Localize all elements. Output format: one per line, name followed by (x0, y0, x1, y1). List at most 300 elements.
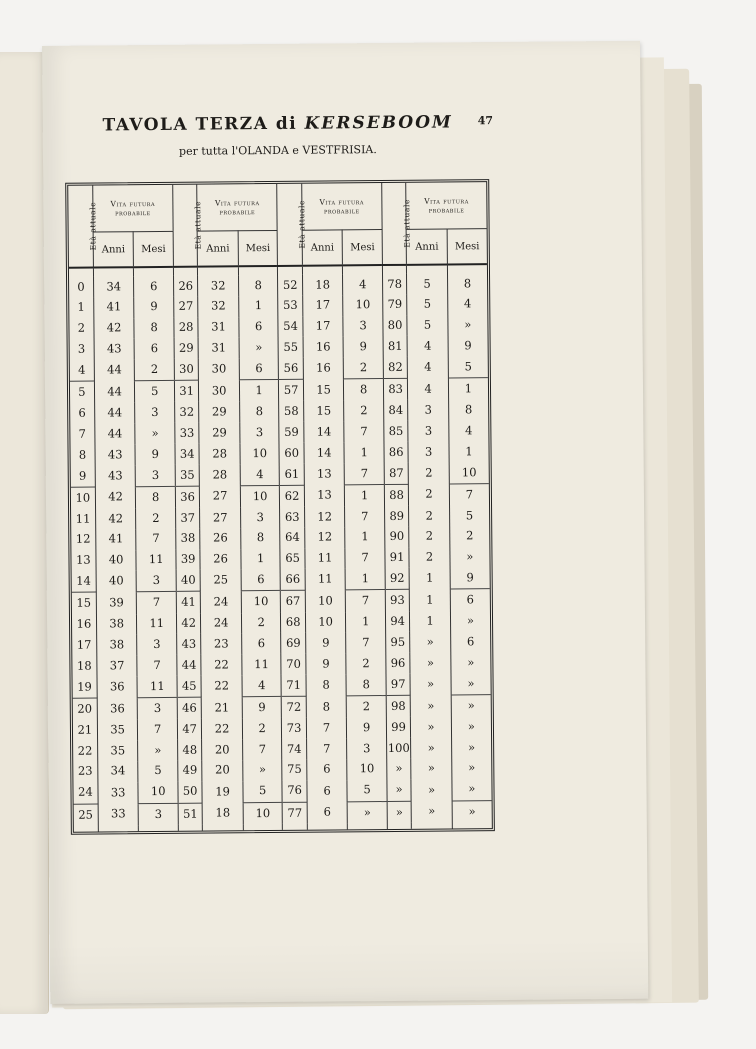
anni-cell: 43 (95, 465, 136, 487)
age-column-header (277, 184, 308, 266)
anni-cell: 5 (407, 294, 448, 315)
mesi-cell: » (468, 760, 476, 775)
anni-cell: 17 (302, 295, 343, 316)
mesi-cell: 5 (243, 780, 283, 802)
anni-cell: 43 (94, 339, 135, 360)
age-cell: 77 (283, 802, 308, 824)
age-cell: 72 (282, 696, 307, 718)
mesi-cell: 6 (150, 340, 159, 355)
mesi-cell: 3 (151, 404, 159, 420)
group-header-line1: Vita futura (319, 196, 365, 207)
anni-cell: 4 (408, 378, 449, 400)
life-expectancy-header (93, 185, 174, 232)
anni-cell: » (411, 779, 452, 801)
age-cell: 96 (386, 653, 411, 674)
anni-cell: 41 (94, 297, 135, 318)
group-header-line1: Vita futura (424, 195, 469, 206)
age-cell: 22 (73, 741, 98, 762)
age-cell: 25 (74, 804, 99, 826)
age-cell: 74 (282, 739, 307, 760)
mesi-cell: 1 (254, 298, 263, 313)
anni-cell: 10 (305, 612, 346, 633)
mesi-cell: 10 (138, 781, 178, 803)
age-cell: 65 (280, 548, 305, 569)
mesi-cell: 3 (363, 740, 371, 755)
anni-cell: 2 (409, 547, 450, 568)
mesi-cell: 10 (359, 761, 375, 776)
age-cell: 87 (384, 462, 409, 484)
anni-cell: 43 (95, 444, 136, 465)
anni-cell: 22 (201, 654, 242, 675)
mesi-cell: 2 (152, 510, 160, 525)
age-cell: 44 (177, 655, 202, 676)
age-cell: 11 (71, 509, 96, 530)
anni-cell: 38 (96, 635, 137, 656)
mesi-cell: 8 (463, 275, 472, 290)
age-cell: 70 (281, 654, 306, 675)
age-cell: 93 (385, 590, 410, 612)
age-cell: 33 (175, 423, 200, 444)
age-cell: 6 (70, 403, 95, 424)
anni-cell: 11 (305, 569, 346, 591)
mesi-cell: 7 (345, 463, 385, 485)
mesi-cell: 1 (256, 551, 265, 566)
anni-cell: 14 (304, 442, 345, 463)
mesi-cell: 7 (258, 741, 267, 756)
mesi-cell: » (467, 719, 475, 734)
page-subtitle: per tutta l'OLANDA e VESTFRISIA. (178, 143, 377, 158)
anni-cell: 2 (408, 462, 449, 484)
anni-cell: 12 (304, 506, 345, 527)
anni-cell: 22 (202, 718, 243, 739)
mesi-cell: » (363, 804, 371, 819)
age-cell: 4 (70, 360, 95, 382)
mesi-cell: 7 (152, 531, 160, 546)
anni-cell: » (410, 632, 451, 653)
age-cell: 66 (281, 569, 306, 591)
age-cell: 1 (69, 297, 94, 318)
mesi-cell: 8 (464, 402, 473, 417)
anni-cell: » (411, 801, 452, 823)
mesi-cell: » (468, 803, 476, 818)
mesi-cell: 7 (361, 550, 369, 565)
age-cell: 64 (280, 527, 305, 548)
mesi-cell: 2 (362, 699, 371, 714)
anni-cell: 44 (94, 403, 135, 424)
age-cell: 92 (385, 568, 410, 590)
anni-cell: 18 (302, 274, 343, 295)
anni-column-header: Anni (93, 232, 134, 268)
age-header-label: Età attuale (88, 201, 98, 251)
mesi-cell: 4 (465, 423, 473, 438)
age-cell: 24 (73, 782, 98, 804)
anni-cell: 1 (409, 568, 450, 590)
age-cell: 14 (72, 571, 97, 593)
mesi-cell: » (467, 698, 475, 713)
age-cell: 28 (174, 317, 199, 338)
mesi-cell: 6 (257, 636, 266, 651)
mesi-cell: 4 (359, 276, 367, 291)
group-header-line1: Vita futura (214, 197, 260, 208)
age-header-label: Età attuale (297, 199, 308, 249)
age-cell: 76 (282, 780, 307, 802)
mesi-cell: 11 (137, 676, 177, 698)
age-cell: 57 (279, 379, 304, 401)
anni-cell: 35 (97, 740, 138, 761)
age-cell: 49 (178, 760, 203, 781)
mesi-cell: 6 (150, 278, 158, 293)
age-cell: 40 (176, 570, 201, 592)
anni-cell: 8 (306, 674, 347, 696)
mesi-cell: 3 (154, 806, 163, 821)
mesi-cell: 9 (359, 339, 368, 354)
mesi-cell: 9 (150, 299, 158, 314)
anni-cell: 36 (97, 698, 138, 720)
anni-cell: 8 (306, 696, 347, 718)
age-cell: 95 (386, 632, 411, 653)
mesi-cell: » (464, 317, 472, 332)
mesi-cell: 3 (136, 465, 176, 487)
mesi-cell: 2 (257, 615, 265, 630)
age-cell: 32 (175, 402, 200, 423)
age-header-label: Età attuale (193, 200, 203, 250)
anni-cell: 26 (200, 549, 241, 570)
mesi-cell: 5 (465, 507, 474, 522)
mesi-cell: 3 (255, 424, 264, 439)
mesi-cell: » (466, 613, 475, 628)
life-table-frame (65, 179, 495, 835)
anni-cell: 12 (305, 527, 346, 548)
anni-cell: 1 (410, 611, 451, 632)
anni-cell: 37 (97, 655, 138, 676)
age-cell: 37 (176, 508, 201, 529)
mesi-cell: 6 (239, 358, 279, 380)
anni-cell: 28 (199, 443, 240, 464)
anni-cell: 44 (94, 381, 135, 403)
anni-cell: 42 (94, 318, 135, 339)
anni-cell: 41 (96, 529, 137, 550)
age-cell: 84 (384, 400, 409, 421)
mesi-cell: » (154, 742, 162, 757)
group-header-line2: probabile (115, 208, 151, 218)
mesi-cell: 1 (360, 444, 368, 459)
mesi-cell: 1 (255, 383, 263, 398)
anni-cell: 3 (408, 441, 449, 462)
age-cell: 36 (175, 486, 200, 508)
mesi-column-header: Mesi (134, 231, 174, 267)
mesi-cell: 3 (153, 700, 162, 715)
page-title (43, 112, 513, 136)
age-cell: 47 (177, 719, 202, 740)
anni-cell: 2 (409, 484, 450, 506)
anni-cell: » (410, 695, 451, 717)
anni-column-header: Anni (406, 229, 447, 265)
anni-cell: 19 (202, 781, 243, 803)
age-cell: 42 (176, 613, 201, 634)
mesi-cell: 2 (258, 720, 266, 735)
age-cell: 98 (386, 695, 411, 717)
age-cell: 8 (70, 444, 95, 465)
mesi-cell: 9 (258, 699, 266, 715)
mesi-cell: 9 (362, 719, 371, 735)
age-cell: 61 (280, 463, 305, 485)
age-cell: 63 (280, 507, 305, 528)
anni-cell: 11 (305, 548, 346, 569)
life-expectancy-header (406, 182, 487, 229)
mesi-cell: 7 (360, 423, 368, 439)
anni-cell: 29 (199, 422, 240, 443)
anni-cell: 40 (96, 570, 137, 592)
mesi-cell: 7 (465, 486, 474, 501)
age-cell: 3 (70, 339, 95, 360)
anni-cell: 14 (304, 422, 345, 443)
age-column-header (173, 185, 203, 267)
mesi-cell: 1 (361, 529, 369, 544)
anni-cell: 32 (198, 275, 239, 296)
mesi-cell: 6 (466, 634, 475, 649)
anni-cell: 22 (201, 675, 242, 697)
mesi-column-header: Mesi (238, 230, 278, 266)
age-cell: 15 (72, 592, 97, 614)
age-cell: 12 (71, 529, 96, 550)
age-cell: 89 (384, 506, 409, 527)
anni-cell: 34 (98, 761, 139, 782)
anni-cell: 44 (94, 359, 135, 381)
age-cell: 2 (69, 318, 94, 339)
mesi-cell: 2 (360, 403, 368, 418)
anni-cell: 6 (307, 759, 348, 780)
anni-cell: 38 (96, 614, 137, 635)
age-cell: 20 (73, 698, 98, 720)
anni-cell: 24 (201, 613, 242, 634)
age-cell: 79 (383, 295, 408, 316)
mesi-cell: 9 (464, 338, 472, 353)
anni-cell: 15 (303, 379, 344, 401)
age-cell: 91 (385, 547, 410, 568)
anni-cell: 32 (198, 296, 239, 317)
mesi-cell: 7 (152, 595, 161, 610)
age-cell: 60 (279, 443, 304, 464)
mesi-cell: » (451, 673, 491, 695)
mesi-cell: 5 (150, 384, 159, 399)
mesi-cell: 10 (252, 445, 268, 460)
anni-cell: 5 (407, 315, 448, 336)
age-cell: 94 (385, 611, 410, 632)
age-cell: 99 (386, 717, 411, 738)
anni-cell: 44 (95, 423, 136, 444)
anni-cell: 6 (307, 802, 348, 824)
anni-cell: 25 (200, 570, 241, 592)
anni-cell: » (411, 758, 452, 779)
mesi-cell: 4 (463, 296, 472, 311)
age-cell: 97 (386, 674, 411, 696)
anni-cell: 9 (306, 653, 347, 674)
anni-cell: 27 (200, 507, 241, 528)
anni-cell: 20 (202, 760, 243, 781)
age-cell: 46 (177, 697, 202, 719)
mesi-cell: 10 (253, 594, 269, 609)
anni-cell: 24 (201, 591, 242, 613)
anni-cell: 13 (304, 463, 345, 485)
mesi-cell: 3 (359, 318, 367, 333)
age-cell: 62 (280, 485, 305, 507)
anni-cell: 16 (303, 337, 344, 358)
mesi-cell: 9 (151, 446, 159, 461)
age-cell: 78 (382, 274, 407, 295)
age-cell: 21 (73, 720, 98, 741)
anni-cell: 3 (408, 421, 449, 442)
mesi-cell: 10 (255, 805, 271, 820)
anni-cell: 16 (303, 357, 344, 379)
anni-cell: 18 (202, 802, 243, 824)
life-expectancy-header (302, 183, 383, 230)
mesi-cell: 3 (256, 509, 265, 524)
age-cell: 69 (281, 633, 306, 654)
age-cell: » (387, 779, 412, 801)
mesi-cell: 8 (151, 489, 160, 504)
mesi-cell: » (255, 340, 263, 355)
page-number: 47 (477, 114, 494, 128)
age-cell: 19 (73, 676, 98, 698)
age-cell: 10 (71, 487, 96, 509)
age-cell: 90 (385, 527, 410, 548)
mesi-cell: » (467, 739, 476, 754)
age-cell: 39 (176, 549, 201, 570)
page-shading (50, 939, 649, 1004)
mesi-cell: 10 (355, 297, 371, 312)
mesi-cell: 7 (153, 657, 161, 672)
anni-cell: 27 (200, 486, 241, 508)
anni-cell: 3 (408, 400, 449, 421)
group-header-line2: probabile (428, 205, 465, 215)
mesi-cell: 9 (450, 567, 490, 589)
age-cell: 41 (176, 592, 201, 614)
facing-page (0, 52, 49, 1014)
anni-cell: » (410, 673, 451, 695)
mesi-cell: 1 (345, 568, 385, 590)
anni-cell: 2 (409, 505, 450, 526)
age-cell: 75 (282, 759, 307, 780)
mesi-cell: » (452, 779, 492, 801)
mesi-cell: 1 (360, 487, 369, 502)
mesi-cell: 7 (153, 721, 162, 736)
title-prefix: TAVOLA TERZA di (102, 113, 298, 136)
age-cell: 52 (278, 275, 303, 296)
age-cell: 68 (281, 612, 306, 633)
anni-cell: 5 (407, 273, 448, 294)
mesi-cell: 2 (362, 655, 370, 670)
age-header-label: Età attuale (402, 198, 412, 248)
age-cell: 17 (72, 635, 97, 656)
mesi-cell: 1 (464, 381, 473, 396)
anni-cell: 33 (98, 803, 139, 825)
mesi-cell: 2 (135, 359, 175, 381)
mesi-cell: 8 (150, 320, 158, 335)
age-cell: 59 (279, 422, 304, 443)
age-cell: » (387, 801, 412, 823)
anni-cell: 29 (199, 402, 240, 423)
age-cell: » (387, 759, 412, 780)
age-cell: 26 (173, 276, 198, 297)
age-cell: 18 (72, 656, 97, 677)
age-cell: 23 (73, 761, 98, 782)
mesi-cell: 8 (359, 382, 368, 397)
book-page (42, 41, 648, 1004)
age-column-header (68, 186, 98, 268)
age-cell: 16 (72, 614, 97, 635)
mesi-column-header: Mesi (343, 230, 383, 266)
mesi-cell: 11 (148, 552, 164, 567)
mesi-cell: 4 (242, 675, 282, 697)
anni-cell: 15 (303, 401, 344, 422)
life-table (68, 182, 492, 832)
mesi-cell: 7 (362, 635, 370, 650)
age-cell: 31 (174, 380, 199, 402)
age-cell: 48 (178, 740, 203, 761)
age-cell: 0 (69, 277, 94, 298)
group-header-line2: probabile (219, 207, 256, 217)
anni-column-header: Anni (302, 230, 343, 266)
anni-cell: 7 (306, 738, 347, 759)
mesi-cell: 5 (347, 780, 387, 802)
anni-cell: 9 (305, 633, 346, 654)
anni-cell: 31 (198, 338, 239, 359)
age-cell: 88 (384, 484, 409, 506)
anni-cell: 30 (199, 358, 240, 380)
mesi-cell: 1 (361, 614, 370, 629)
anni-cell: 28 (199, 464, 240, 486)
anni-cell: » (411, 737, 452, 758)
mesi-cell: 5 (448, 356, 488, 378)
anni-cell: 31 (198, 317, 239, 338)
mesi-cell: 7 (361, 508, 369, 523)
anni-cell: 4 (408, 357, 449, 379)
age-cell: 27 (174, 296, 199, 317)
age-cell: 56 (279, 358, 304, 380)
age-cell: 58 (279, 401, 304, 422)
age-cell: 55 (279, 337, 304, 358)
age-cell: 5 (70, 381, 95, 403)
mesi-cell: 3 (137, 570, 177, 592)
age-cell: 100 (387, 738, 412, 759)
age-cell: 45 (177, 676, 202, 698)
mesi-cell: 5 (154, 763, 162, 778)
age-cell: 53 (278, 296, 303, 317)
anni-cell: 20 (202, 739, 243, 760)
anni-cell: 34 (93, 276, 134, 297)
anni-cell: 39 (96, 592, 137, 614)
age-cell: 82 (383, 357, 408, 379)
age-cell: 80 (383, 315, 408, 336)
mesi-cell: 8 (255, 404, 264, 419)
anni-cell: 10 (305, 590, 346, 612)
age-cell: 54 (278, 316, 303, 337)
anni-cell: 2 (409, 526, 450, 547)
mesi-cell: 2 (465, 528, 474, 543)
mesi-cell: 8 (256, 530, 265, 545)
anni-cell: » (410, 653, 451, 674)
anni-cell: 42 (95, 508, 136, 529)
age-cell: 13 (71, 550, 96, 571)
anni-cell: 4 (407, 336, 448, 357)
mesi-cell: 11 (149, 616, 165, 631)
anni-cell: » (411, 717, 452, 738)
mesi-cell: » (466, 549, 474, 564)
mesi-cell: » (258, 762, 267, 777)
age-cell: 50 (178, 781, 203, 803)
age-cell: 9 (71, 465, 96, 487)
mesi-cell: 1 (465, 443, 473, 458)
